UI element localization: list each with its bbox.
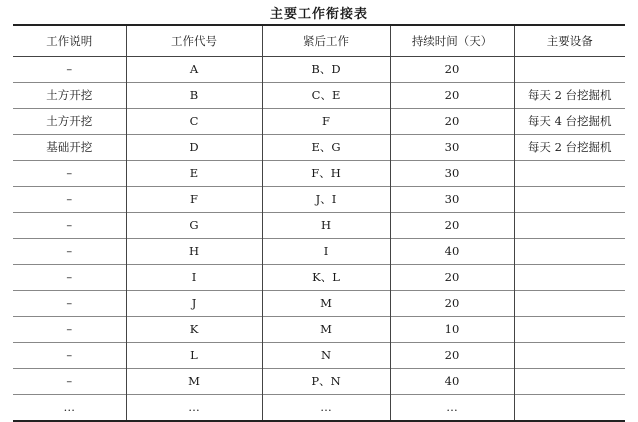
cell-work-description: – (66, 192, 73, 206)
cell-work-code: D (126, 135, 262, 161)
cell-work-description: … (63, 400, 75, 414)
header-successor-work: 紧后工作 (262, 25, 390, 57)
table-row (13, 109, 625, 135)
table-row (13, 343, 625, 369)
cell-successor-work: F (262, 109, 390, 135)
cell-successor-work: F、H (262, 161, 390, 187)
header-main-equipment: 主要设备 (514, 25, 625, 57)
cell-main-equipment (514, 317, 625, 343)
cell-main-equipment (514, 239, 625, 265)
cell-successor-work: I (262, 239, 390, 265)
cell-successor-work: H (262, 213, 390, 239)
cell-main-equipment (514, 343, 625, 369)
cell-successor-work: M (262, 317, 390, 343)
table-row (13, 317, 625, 343)
cell-work-description: – (66, 270, 73, 284)
cell-work-code: I (126, 265, 262, 291)
cell-work-description: – (66, 296, 73, 310)
cell-work-description: – (66, 244, 73, 258)
table-row (13, 57, 625, 83)
cell-work-description: – (66, 62, 73, 76)
table-row (13, 395, 625, 422)
cell-main-equipment (514, 213, 625, 239)
cell-main-equipment: 每天 4 台挖掘机 (514, 109, 625, 135)
cell-successor-work: … (262, 395, 390, 422)
cell-duration: 30 (390, 135, 514, 161)
cell-successor-work: B、D (262, 57, 390, 83)
header-work-description: 工作说明 (13, 25, 126, 57)
table-body (13, 57, 625, 422)
cell-duration: 20 (390, 291, 514, 317)
cell-work-description: – (66, 374, 73, 388)
cell-main-equipment: 每天 2 台挖掘机 (514, 83, 625, 109)
cell-successor-work: E、G (262, 135, 390, 161)
cell-duration: 40 (390, 239, 514, 265)
cell-main-equipment (514, 161, 625, 187)
table-row (13, 265, 625, 291)
cell-duration: 20 (390, 109, 514, 135)
cell-work-code: M (126, 369, 262, 395)
cell-duration: 20 (390, 57, 514, 83)
cell-work-description: 土方开挖 (46, 114, 93, 128)
table-row (13, 239, 625, 265)
cell-main-equipment (514, 291, 625, 317)
cell-work-code: … (126, 395, 262, 422)
cell-work-description: 土方开挖 (46, 88, 93, 102)
cell-main-equipment: 每天 2 台挖掘机 (514, 135, 625, 161)
cell-successor-work: N (262, 343, 390, 369)
cell-work-description: 基础开挖 (46, 140, 93, 154)
cell-duration: 20 (390, 343, 514, 369)
cell-successor-work: K、L (262, 265, 390, 291)
cell-work-description: – (66, 166, 73, 180)
cell-duration: 10 (390, 317, 514, 343)
cell-duration: 20 (390, 213, 514, 239)
cell-successor-work: P、N (262, 369, 390, 395)
header-work-code: 工作代号 (126, 25, 262, 57)
cell-work-description: – (66, 218, 73, 232)
cell-work-code: L (126, 343, 262, 369)
work-sequence-table (13, 24, 625, 422)
cell-main-equipment (514, 187, 625, 213)
table-title: 主要工作衔接表 (269, 7, 368, 22)
cell-work-description: – (66, 322, 73, 336)
header-row (13, 25, 625, 57)
cell-work-code: H (126, 239, 262, 265)
cell-duration: … (390, 395, 514, 422)
table-row (13, 161, 625, 187)
cell-main-equipment (514, 369, 625, 395)
cell-successor-work: C、E (262, 83, 390, 109)
table-row (13, 369, 625, 395)
cell-duration: 20 (390, 83, 514, 109)
header-duration: 持续时间（天） (390, 25, 514, 57)
cell-work-code: J (126, 291, 262, 317)
cell-work-code: E (126, 161, 262, 187)
cell-work-code: B (126, 83, 262, 109)
cell-duration: 20 (390, 265, 514, 291)
cell-main-equipment (514, 57, 625, 83)
cell-main-equipment (514, 265, 625, 291)
cell-work-code: F (126, 187, 262, 213)
cell-work-code: K (126, 317, 262, 343)
table-row (13, 291, 625, 317)
cell-work-description: – (66, 348, 73, 362)
cell-work-code: G (126, 213, 262, 239)
cell-duration: 30 (390, 187, 514, 213)
table-row (13, 135, 625, 161)
cell-successor-work: M (262, 291, 390, 317)
cell-main-equipment (514, 395, 625, 422)
cell-work-code: A (126, 57, 262, 83)
table-row (13, 213, 625, 239)
cell-duration: 30 (390, 161, 514, 187)
cell-duration: 40 (390, 369, 514, 395)
cell-successor-work: J、I (262, 187, 390, 213)
table-row (13, 187, 625, 213)
table-row (13, 83, 625, 109)
cell-work-code: C (126, 109, 262, 135)
